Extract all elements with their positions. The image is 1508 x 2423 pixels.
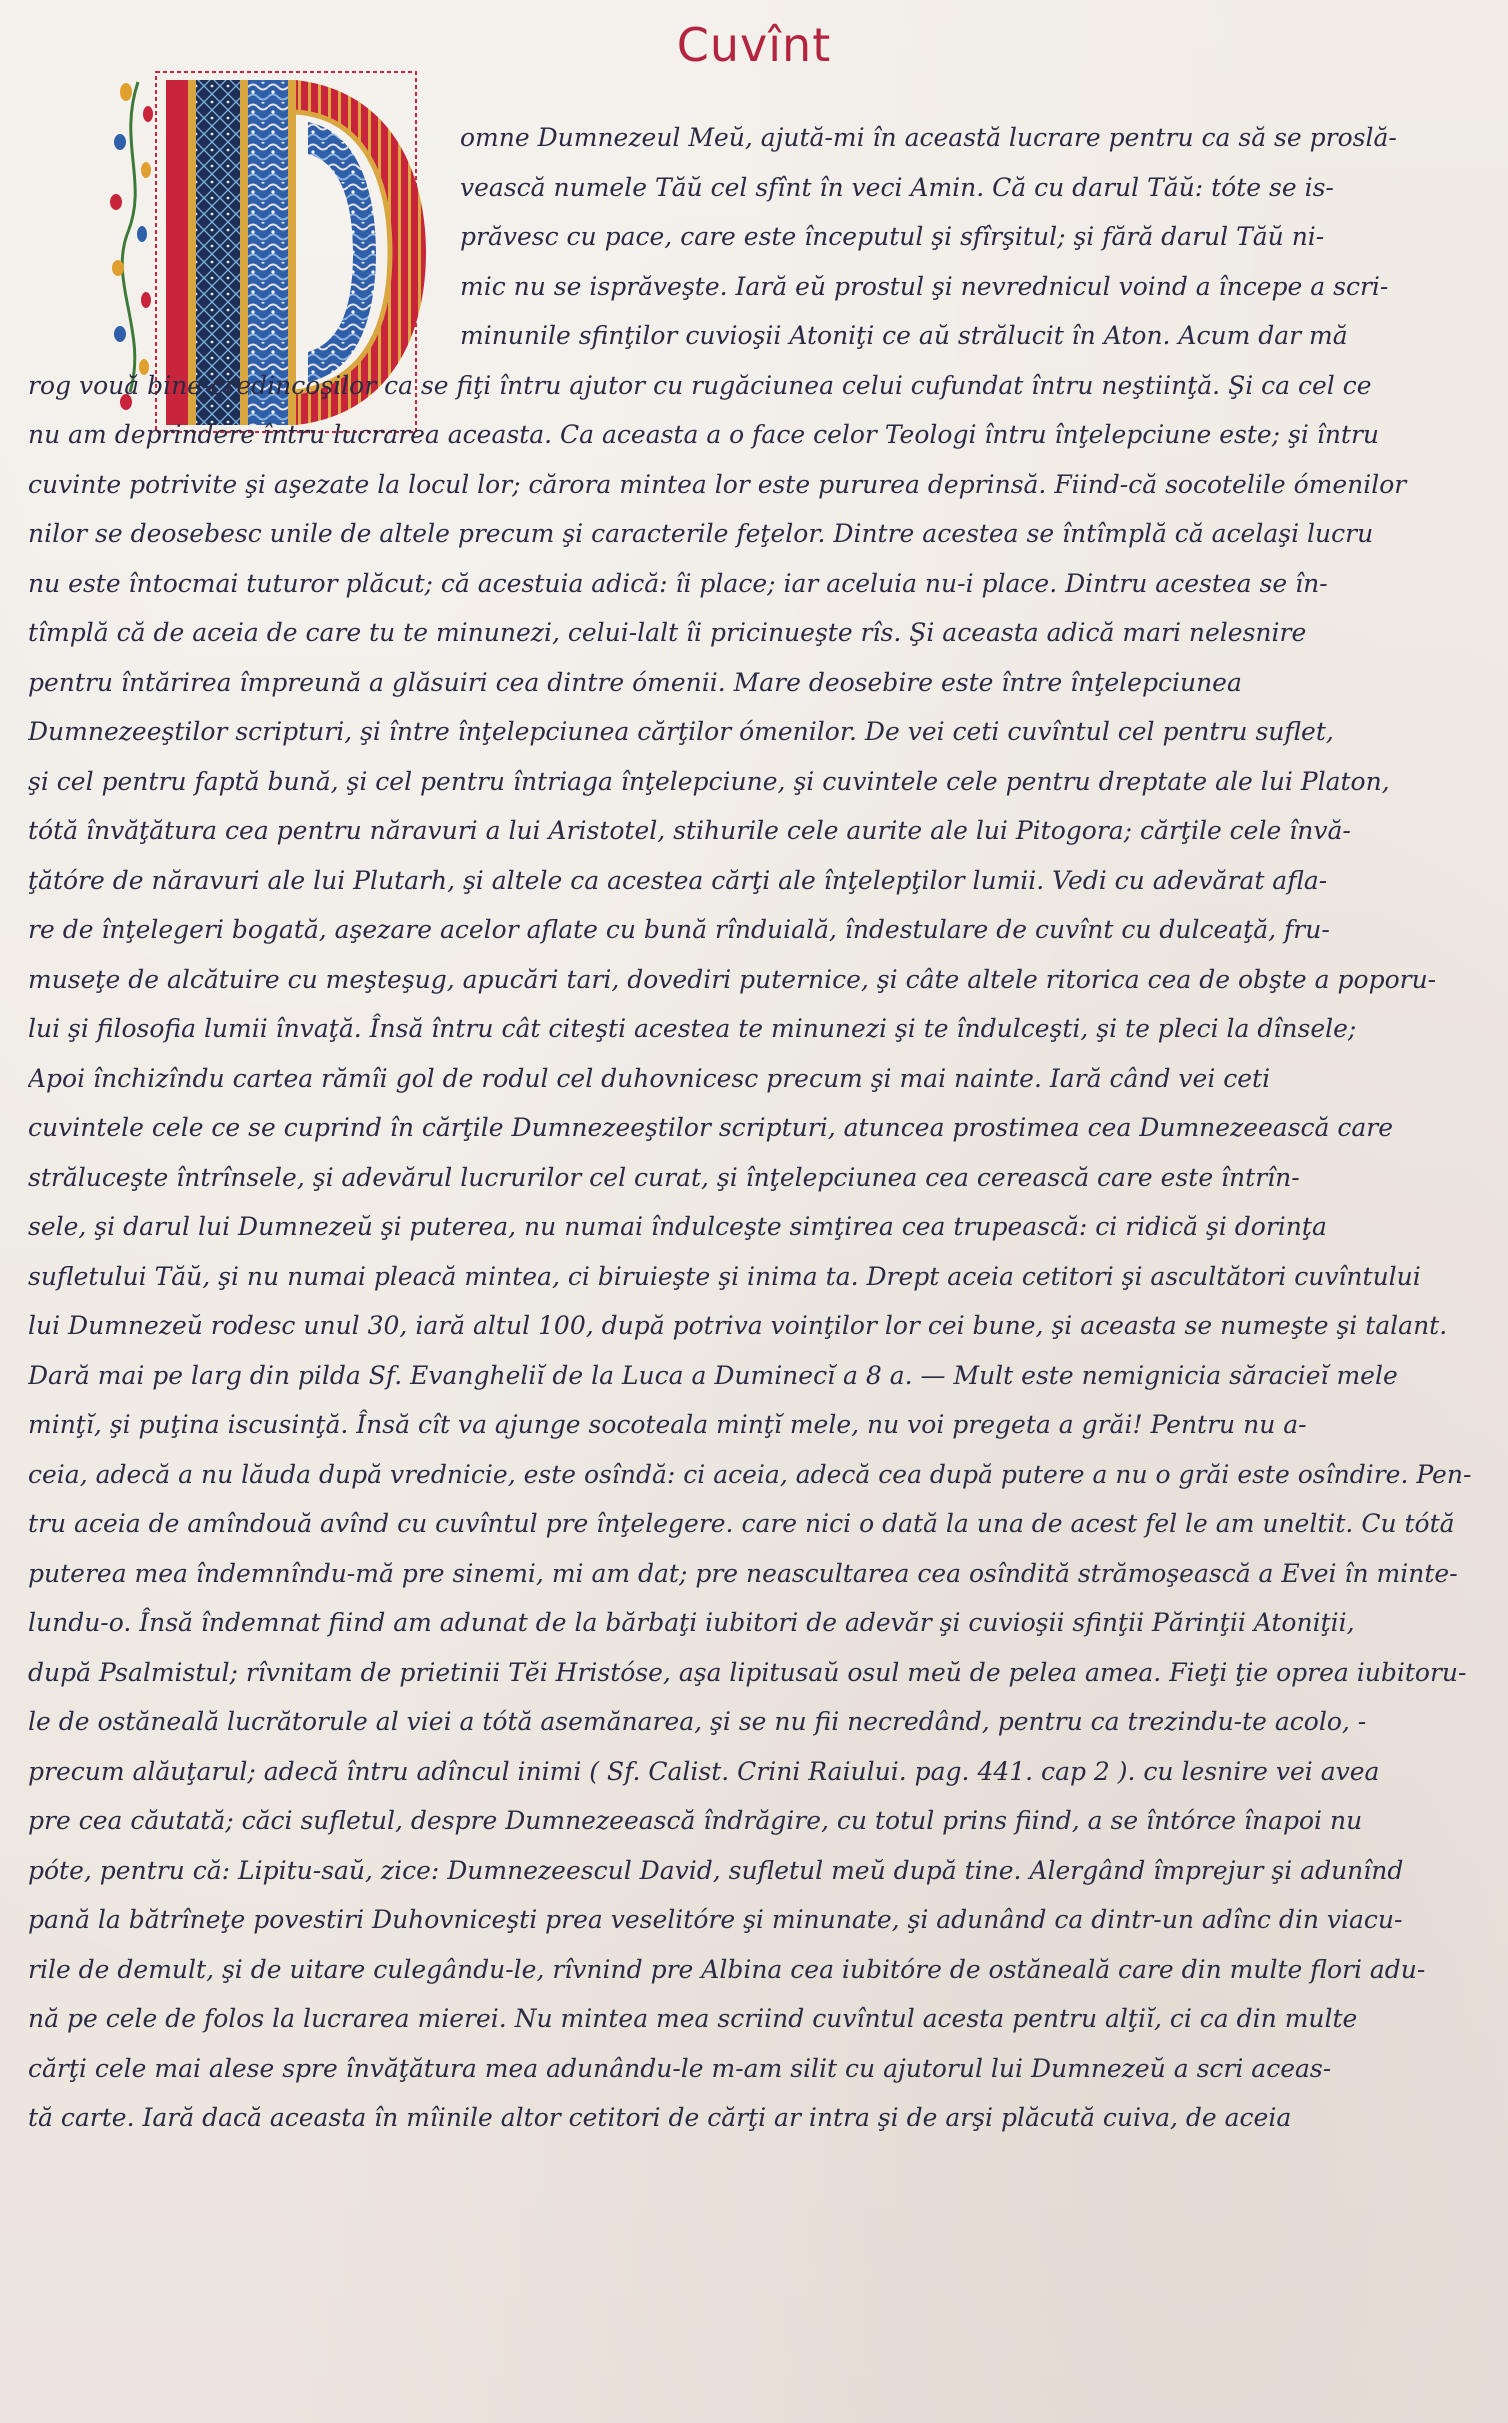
text-line: ceia, adecă a nu lăuda după vrednicie, este osîndă: ci aceia, adecă cea după putere a nu o grăi este osîndire. Pen-: [28, 1460, 1472, 1489]
text-line: după Psalmistul; rîvnitam de prietinii Tĕi Hristóse, aşa lipitusaŭ osul meŭ de pelea amea. Fieţi ţie oprea iubitoru-: [28, 1658, 1467, 1687]
text-line: tótă învăţătura cea pentru năravuri a lui Aristotel, stihurile cele aurite ale lui Pitogora; cărţile cele învă-: [28, 816, 1351, 845]
text-line: Dară mai pe larg din pilda Sf. Evangheliĭ de la Luca a Duminecĭ a 8 a. — Mult este nemignicia săracieĭ mele: [28, 1361, 1398, 1390]
text-line: póte, pentru că: Lipitu-saŭ, zice: Dumnezeescul David, sufletul meŭ după tine. Alergând împrejur şi adunînd: [28, 1856, 1404, 1885]
text-line: nă pe cele de folos la lucrarea mierei. Nu mintea mea scriind cuvîntul acesta pentru alţiĭ, ci ca din multe: [28, 2004, 1358, 2033]
text-line: lui şi filosofia lumii învaţă. Însă întru cât citeşti acestea te minunezi şi te îndulceşti, şi te pleci la dînsele;: [28, 1014, 1357, 1043]
text-line: tă carte. Iară dacă aceasta în mîinile altor cetitori de cărţi ar intra şi de arşi plăcută cuiva, de aceia: [28, 2103, 1292, 2132]
text-line: cuvinte potrivite şi aşezate la locul lor; cărora mintea lor este pururea deprinsă. Fiind-că socotelile ómenilor: [28, 470, 1407, 499]
text-line: pană la bătrîneţe povestiri Duhovniceşti prea veselitóre şi minunate, şi adunând ca dintr-un adînc din viacu-: [28, 1905, 1403, 1934]
text-line: pre cea căutată; căci sufletul, despre Dumnezeească îndrăgire, cu totul prins fiind, a se întórce înapoi nu: [28, 1806, 1363, 1835]
text-line: cuvintele cele ce se cuprind în cărţile Dumnezeeştilor scripturi, atuncea prostimea cea Dumnezeească care: [28, 1113, 1394, 1142]
text-line: şi cel pentru faptă bună, şi cel pentru întriaga înţelepciune, şi cuvintele cele pentru dreptate ale lui Platon,: [28, 767, 1390, 796]
text-line: nilor se deosebesc unile de altele precum şi caracterile feţelor. Dintre acestea se întîmplă că acelaşi lucru: [28, 519, 1374, 548]
text-line: precum alăuţarul; adecă întru adîncul inimi ( Sf. Calist. Crini Raiului. pag. 441. cap 2 ). cu lesnire vei avea: [28, 1757, 1380, 1786]
text-line: minunile sfinţilor cuvioşii Atoniţi ce aŭ strălucit în Aton. Acum dar mă: [460, 321, 1348, 350]
text-line: omne Dumnezeul Meŭ, ajută-mi în această lucrare pentru ca să se proslă-: [460, 123, 1397, 152]
text-line: tru aceia de amîndouă avînd cu cuvîntul pre înţelegere. care nici o dată la una de acest fel le am uneltit. Cu tótă: [28, 1509, 1455, 1538]
text-line: museţe de alcătuire cu meşteşug, apucări tari, dovediri puternice, şi câte altele ritorica cea de obşte a poporu-: [28, 965, 1437, 994]
text-line: tîmplă că de aceia de care tu te minunezi, celui-lalt îi pricinueşte rîs. Şi aceasta adică mari nelesnire: [28, 618, 1307, 647]
text-line: sufletului Tăŭ, şi nu numai pleacă mintea, ci biruieşte şi inima ta. Drept aceia cetitori şi ascultători cuvîntului: [28, 1262, 1421, 1291]
page-title: Cuvînt: [676, 18, 832, 72]
text-line: mic nu se isprăveşte. Iară eŭ prostul şi nevrednicul voind a începe a scri-: [460, 272, 1389, 301]
text-line: ţătóre de năravuri ale lui Plutarh, şi altele ca acestea cărţi ale înţelepţilor lumii. Vedi cu adevărat afla-: [28, 866, 1328, 895]
text-line: rile de demult, şi de uitare culegându-le, rîvnind pre Albina cea iubitóre de ostăneală care din multe flori adu-: [28, 1955, 1426, 1984]
text-line: le de ostăneală lucrătorule al viei a tótă asemănarea, şi se nu fii necredând, pentru ca trezindu-te acolo, -: [28, 1707, 1367, 1736]
text-line: prăvesc cu pace, care este începutul şi sfîrşitul; şi fără darul Tăŭ ni-: [460, 222, 1325, 251]
text-line: sele, şi darul lui Dumnezeŭ şi puterea, nu numai îndulceşte simţirea cea trupească: ci ridică şi dorinţa: [28, 1212, 1327, 1241]
text-line: străluceşte întrînsele, şi adevărul lucrurilor cel curat, şi înţelepciunea cea cerească care este întrîn-: [28, 1163, 1300, 1192]
text-line: lundu-o. Însă îndemnat fiind am adunat de la bărbaţi iubitori de adevăr şi cuvioşii sfinţii Părinţii Atoniţii,: [28, 1608, 1355, 1637]
text-line: cărţi cele mai alese spre învăţătura mea adunându-le m-am silit cu ajutorul lui Dumnezeŭ a scri aceas-: [28, 2054, 1332, 2083]
text-line: nu este întocmai tuturor plăcut; că acestuia adică: îi place; iar aceluia nu-i place. Dintru acestea se în-: [28, 569, 1328, 598]
text-line: minţĭ, şi puţina iscusinţă. Însă cît va ajunge socoteala minţĭ mele, nu voi pregeta a grăi! Pentru nu a-: [28, 1410, 1307, 1439]
text-line: Apoi închizîndu cartea rămîi gol de rodul cel duhovnicesc precum şi mai nainte. Iară când vei ceti: [28, 1064, 1271, 1093]
text-line: puterea mea îndemnîndu-mă pre sinemi, mi am dat; pre neascultarea cea osîndită strămoşească a Evei în minte-: [28, 1559, 1458, 1588]
text-line: re de înţelegeri bogată, aşezare acelor aflate cu bună rînduială, îndestulare de cuvînt cu dulceaţă, fru-: [28, 915, 1330, 944]
text-line: lui Dumnezeŭ rodesc unul 30, iară altul 100, după potriva voinţilor lor cei bune, şi aceasta se numeşte şi talant.: [28, 1311, 1448, 1340]
text-line: nu am deprindere întru lucrarea aceasta. Ca aceasta a o face celor Teologi întru înţelepciune este; şi întru: [28, 420, 1380, 449]
text-line: Dumnezeeştilor scripturi, şi între înţelepciunea cărţilor ómenilor. De vei ceti cuvîntul cel pentru suflet,: [28, 717, 1334, 746]
text-line: vească numele Tăŭ cel sfînt în veci Amin. Că cu darul Tăŭ: tóte se is-: [460, 173, 1334, 202]
text-line: pentru întărirea împreună a glăsuiri cea dintre ómenii. Mare deosebire este între înţelepciunea: [28, 668, 1242, 697]
text-line: rog vouă bine-credincoşilor ca se fiţi întru ajutor cu rugăciunea celui cufundat întru neştiinţă. Şi ca cel ce: [28, 371, 1372, 400]
